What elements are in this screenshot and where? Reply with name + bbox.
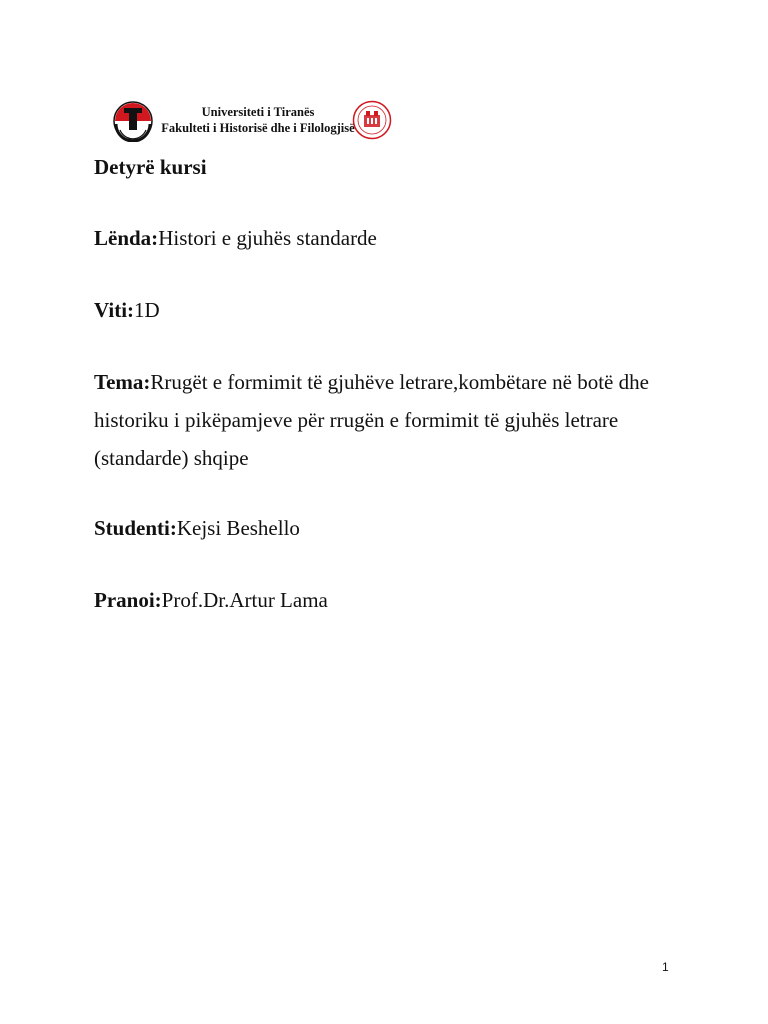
university-tirana-logo-icon: [112, 100, 154, 142]
document-title: Detyrë kursi: [94, 155, 207, 179]
field-label: Studenti:: [94, 516, 177, 540]
document-header: [112, 98, 402, 144]
header-text: [158, 104, 358, 136]
field-topic: [94, 363, 669, 477]
field-value: Histori e gjuhës standarde: [158, 226, 377, 250]
field-label: Pranoi:: [94, 588, 162, 612]
field-value: Prof.Dr.Artur Lama: [161, 588, 328, 612]
field-label: Tema:: [94, 370, 151, 394]
field-year: [94, 293, 694, 327]
field-value: Kejsi Beshello: [176, 516, 300, 540]
field-student: [94, 511, 694, 545]
field-subject: [94, 221, 694, 255]
field-value: 1D: [134, 298, 160, 322]
page-number: 1: [662, 960, 669, 974]
university-name: Universiteti i Tiranës: [201, 105, 315, 119]
field-label: Lënda:: [94, 226, 159, 250]
faculty-name: Fakulteti i Historisë dhe i Filologjisë: [161, 121, 355, 135]
field-label: Viti:: [94, 298, 135, 322]
document-body: [94, 150, 694, 617]
faculty-seal-icon: [352, 100, 392, 140]
field-accepted-by: [94, 583, 694, 617]
field-value: Rrugët e formimit të gjuhëve letrare,kombëtare në botë dhe historiku i pikëpamjeve për rrugën e formimit të gjuhës letrare (standarde) shqipe: [94, 370, 649, 470]
